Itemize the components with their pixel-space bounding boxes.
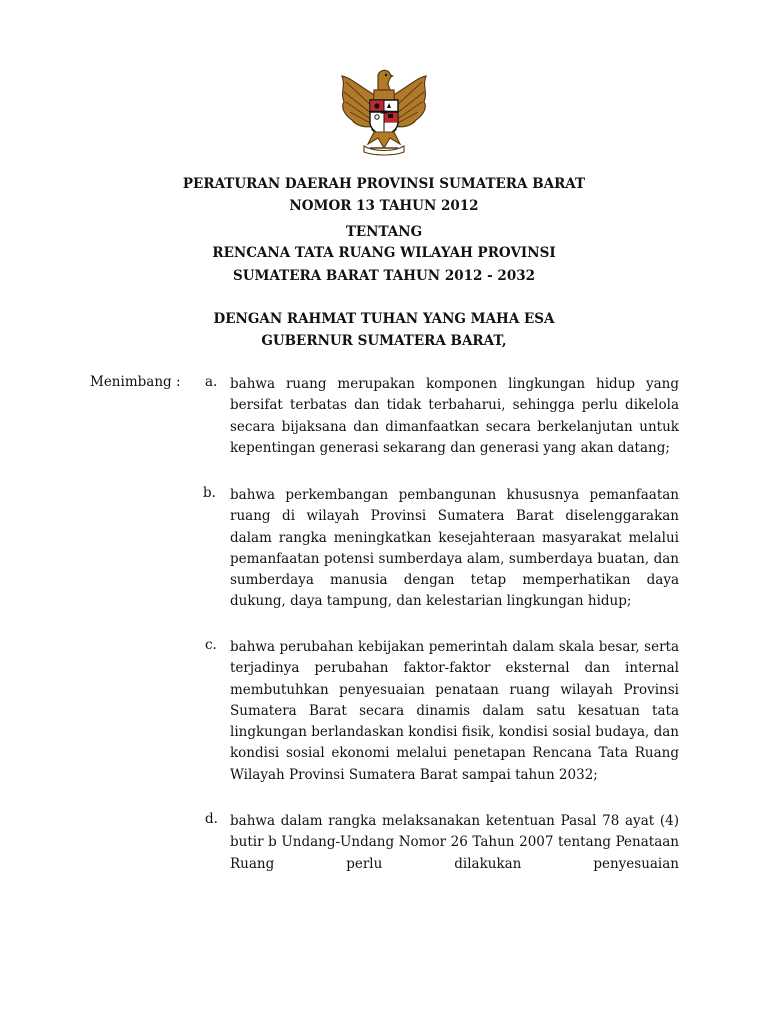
menimbang-label: Menimbang : bbox=[90, 374, 181, 390]
item-marker: a. bbox=[205, 374, 218, 390]
item-text: bahwa ruang merupakan komponen lingkungan hidup yang bersifat terbatas dan tidak terbaharui, sehingga perlu dikelola secara bijaksana dan dimanfaatkan secara berkelanjutan untuk kepentingan generasi sekarang dan generasi yang akan datang; bbox=[230, 376, 679, 456]
regulation-subject-line-2: SUMATERA BARAT TAHUN 2012 - 2032 bbox=[232, 268, 536, 284]
invocation-line: DENGAN RAHMAT TUHAN YANG MAHA ESA bbox=[213, 311, 555, 327]
item-marker: b. bbox=[203, 485, 216, 501]
governor-line: GUBERNUR SUMATERA BARAT, bbox=[261, 333, 507, 349]
item-text: bahwa perkembangan pembangunan khususnya pemanfaatan ruang di wilayah Provinsi Sumatera Barat diselenggarakan dalam rangka meningkatkan kesejahteraan masyarakat melalui pemanfaatan potensi sumberdaya alam, sumberdaya buatan, dan sumberdaya manusia dengan tetap memperhatikan daya dukung, daya tampung, dan kelestarian lingkungan hidup; bbox=[230, 487, 679, 610]
garuda-pancasila-emblem-icon bbox=[334, 68, 434, 156]
regulation-number: NOMOR 13 TAHUN 2012 bbox=[289, 198, 479, 214]
regulation-subject-line-1: RENCANA TATA RUANG WILAYAH PROVINSI bbox=[212, 245, 556, 261]
item-text: bahwa perubahan kebijakan pemerintah dalam skala besar, serta terjadinya perubahan faktor-faktor eksternal dan internal membutuhkan penyesuaian penataan ruang wilayah Provinsi Sumatera Barat secara dinamis dalam satu kesatuan tata lingkungan berlandaskan kondisi fisik, kondisi sosial budaya, dan kondisi sosial ekonomi melalui penetapan Rencana Tata Ruang Wilayah Provinsi Sumatera Barat sampai tahun 2032; bbox=[230, 639, 679, 783]
item-text: bahwa dalam rangka melaksanakan ketentuan Pasal 78 ayat (4) butir b Undang-Undang Nomor 26 Tahun 2007 tentang Penataan Ruang perlu dilakukan penyesuaian bbox=[230, 813, 679, 872]
item-marker: c. bbox=[205, 637, 217, 653]
regulation-tentang: TENTANG bbox=[345, 224, 423, 240]
regulation-title-line-1: PERATURAN DAERAH PROVINSI SUMATERA BARAT bbox=[182, 176, 586, 192]
item-marker: d. bbox=[205, 811, 218, 827]
